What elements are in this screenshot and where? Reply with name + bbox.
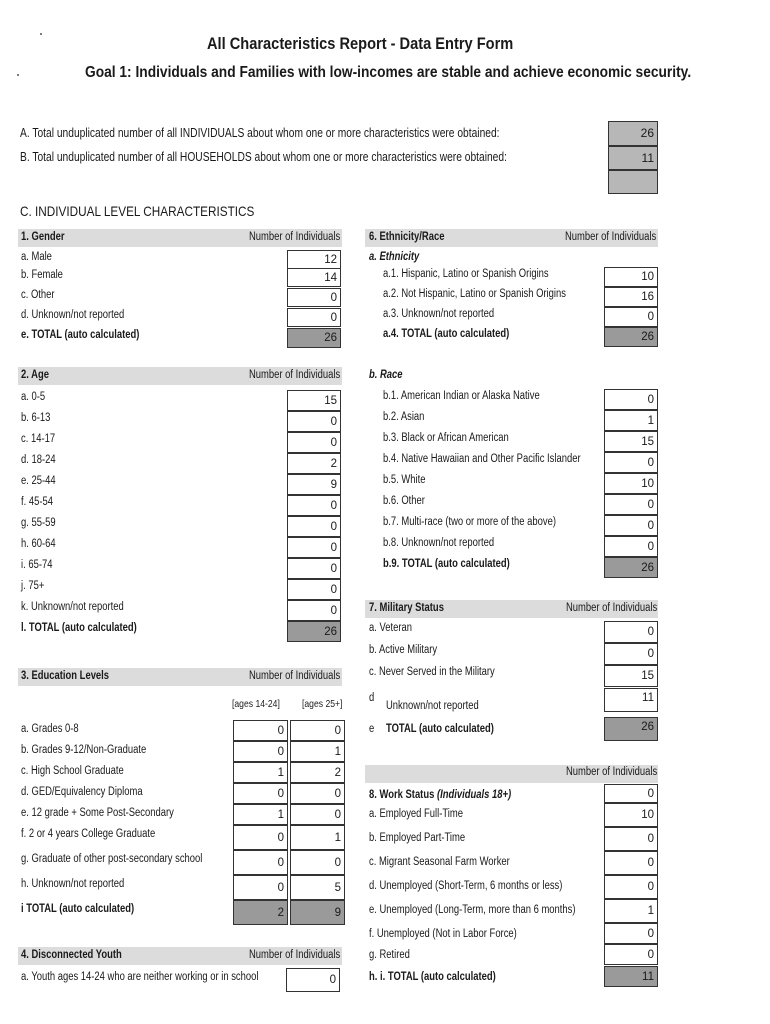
military-e-label: TOTAL (auto calculated): [386, 723, 494, 735]
summary-blank-field: [608, 170, 658, 194]
education-age14-24-field[interactable]: 0: [233, 741, 288, 762]
age-row-label: h. 60-64: [21, 538, 56, 550]
work-row-label: g. Retired: [369, 949, 410, 961]
race-row-label: b.6. Other: [383, 495, 425, 507]
work-header-field[interactable]: 0: [604, 784, 658, 803]
education-row-label: h. Unknown/not reported: [21, 878, 125, 890]
disconnected-col-header: Number of Individuals: [249, 949, 341, 961]
military-title: 7. Military Status: [369, 602, 444, 614]
race-row-label: b.3. Black or African American: [383, 432, 509, 444]
race-sub-b: b. Race: [369, 369, 403, 381]
work-title: [369, 789, 511, 801]
education-age14-24-field[interactable]: 1: [233, 804, 288, 825]
education-row-label: d. GED/Equivalency Diploma: [21, 786, 143, 798]
gender-row-label: e. TOTAL (auto calculated): [21, 329, 140, 341]
work-row-field[interactable]: 0: [604, 875, 658, 899]
race-row-label: b.5. White: [383, 474, 426, 486]
education-col-header: Number of Individuals: [249, 670, 341, 682]
ethnicity-row-field[interactable]: 0: [604, 307, 658, 327]
education-age14-24-field[interactable]: 0: [233, 850, 288, 875]
gender-row-label: c. Other: [21, 289, 55, 301]
work-row-field[interactable]: 0: [604, 851, 658, 875]
age-row-label: d. 18-24: [21, 454, 56, 466]
work-row-label: h. i. TOTAL (auto calculated): [369, 971, 496, 983]
summary-b-label: B. Total unduplicated number of all HOUSEHOLDS about whom one or more characteristics were obtained:: [20, 150, 507, 164]
work-row-label: e. Unemployed (Long-Term, more than 6 months): [369, 904, 576, 916]
summary-a-label: A. Total unduplicated number of all INDIVIDUALS about whom one or more characteristics were obtained:: [20, 126, 500, 140]
work-title-text: 8. Work Status: [369, 789, 435, 801]
education-row-label: a. Grades 0-8: [21, 723, 79, 735]
education-age25plus-field[interactable]: 5: [290, 875, 345, 900]
gender-row-label: d. Unknown/not reported: [21, 309, 125, 321]
gender-row-field[interactable]: 12: [287, 250, 341, 269]
education-age25plus-field: 9: [290, 900, 345, 925]
education-row-label: c. High School Graduate: [21, 765, 124, 777]
education-age25plus-field[interactable]: 1: [290, 741, 345, 762]
age-row-label: e. 25-44: [21, 475, 56, 487]
military-d-label: Unknown/not reported: [386, 700, 479, 712]
education-sub-header-1: [ages 14-24]: [232, 698, 280, 710]
work-row-field: 11: [604, 966, 658, 987]
education-row-label: b. Grades 9-12/Non-Graduate: [21, 744, 147, 756]
education-age25plus-field[interactable]: 2: [290, 762, 345, 783]
age-row-field[interactable]: 15: [287, 390, 341, 411]
education-title: 3. Education Levels: [21, 670, 110, 682]
age-title: 2. Age: [21, 369, 49, 381]
work-row-label: b. Employed Part-Time: [369, 832, 466, 844]
education-age14-24-field[interactable]: 0: [233, 720, 288, 741]
gender-row-label: b. Female: [21, 269, 63, 281]
race-row-field[interactable]: 15: [604, 431, 658, 452]
military-row-label: c. Never Served in the Military: [369, 666, 495, 678]
work-row-label: a. Employed Full-Time: [369, 808, 463, 820]
age-row-field[interactable]: 0: [287, 579, 341, 600]
ethnicity-sub-a: a. Ethnicity: [369, 251, 420, 263]
age-row-label: c. 14-17: [21, 433, 56, 445]
race-row-label: b.9. TOTAL (auto calculated): [383, 558, 510, 570]
scan-speck: [17, 74, 19, 76]
age-row-field[interactable]: 0: [287, 600, 341, 621]
age-row-label: b. 6-13: [21, 412, 51, 424]
age-row-field[interactable]: 0: [287, 516, 341, 537]
education-row-label: e. 12 grade + Some Post-Secondary: [21, 807, 174, 819]
race-row-label: b.8. Unknown/not reported: [383, 537, 495, 549]
gender-row-field[interactable]: 0: [287, 288, 341, 307]
ethnicity-row-label: a.3. Unknown/not reported: [383, 308, 495, 320]
race-row-field[interactable]: 10: [604, 473, 658, 494]
gender-row-field[interactable]: 0: [287, 308, 341, 327]
gender-row-field[interactable]: 14: [287, 268, 341, 287]
education-age14-24-field[interactable]: 0: [233, 875, 288, 900]
race-row-field[interactable]: 1: [604, 410, 658, 431]
race-row-label: b.7. Multi-race (two or more of the above): [383, 516, 556, 528]
age-row-field[interactable]: 9: [287, 474, 341, 495]
military-row-label: b. Active Military: [369, 644, 438, 656]
education-age14-24-field[interactable]: 0: [233, 825, 288, 850]
work-row-field[interactable]: 1: [604, 899, 658, 923]
race-row-field[interactable]: 0: [604, 515, 658, 536]
education-age25plus-field[interactable]: 1: [290, 825, 345, 850]
military-e-field: 26: [604, 717, 658, 741]
scan-speck: [40, 33, 42, 35]
work-col-header: Number of Individuals: [566, 766, 658, 778]
summary-a-field[interactable]: 26: [608, 121, 658, 146]
work-row-label: c. Migrant Seasonal Farm Worker: [369, 856, 510, 868]
race-row-field: 26: [604, 557, 658, 578]
age-row-label: g. 55-59: [21, 517, 56, 529]
military-row-field[interactable]: 15: [604, 665, 658, 687]
gender-row-field: 26: [287, 328, 341, 348]
education-age14-24-field: 2: [233, 900, 288, 925]
education-age14-24-field[interactable]: 1: [233, 762, 288, 783]
age-row-field[interactable]: 2: [287, 453, 341, 474]
gender-title: 1. Gender: [21, 231, 65, 243]
ethnicity-row-label: a.4. TOTAL (auto calculated): [383, 328, 510, 340]
disconnected-field[interactable]: 0: [286, 968, 340, 992]
age-row-field: 26: [287, 621, 341, 642]
military-d-letter: d: [369, 692, 375, 704]
age-row-label: f. 45-54: [21, 496, 53, 508]
age-row-label: a. 0-5: [21, 391, 46, 403]
age-row-label: l. TOTAL (auto calculated): [21, 622, 137, 634]
education-age25plus-field[interactable]: 0: [290, 804, 345, 825]
military-e-letter: e: [369, 723, 375, 735]
education-sub-header-2: [ages 25+]: [302, 698, 343, 710]
age-row-label: k. Unknown/not reported: [21, 601, 124, 613]
work-row-field[interactable]: 10: [604, 803, 658, 827]
work-row-label: f. Unemployed (Not in Labor Force): [369, 928, 517, 940]
ethnicity-title: 6. Ethnicity/Race: [369, 231, 445, 243]
gender-row-label: a. Male: [21, 251, 52, 263]
work-title-qualifier: (Individuals 18+): [436, 789, 512, 801]
disconnected-row-label: a. Youth ages 14-24 who are neither working or in school: [21, 971, 259, 983]
age-row-field[interactable]: 0: [287, 432, 341, 453]
education-row-label: g. Graduate of other post-secondary school: [21, 853, 203, 865]
race-row-label: b.4. Native Hawaiian and Other Pacific Islander: [383, 453, 581, 465]
education-row-label: i TOTAL (auto calculated): [21, 903, 135, 915]
age-row-field[interactable]: 0: [287, 495, 341, 516]
education-age25plus-field[interactable]: 0: [290, 720, 345, 741]
military-row-field[interactable]: 0: [604, 621, 658, 643]
age-row-label: i. 65-74: [21, 559, 53, 571]
ethnicity-row-label: a.2. Not Hispanic, Latino or Spanish Origins: [383, 288, 566, 300]
education-age25plus-field[interactable]: 0: [290, 783, 345, 804]
age-row-label: j. 75+: [21, 580, 45, 592]
age-row-field[interactable]: 0: [287, 558, 341, 579]
disconnected-title: 4. Disconnected Youth: [21, 949, 122, 961]
ethnicity-row-field: 26: [604, 327, 658, 347]
race-row-label: b.1. American Indian or Alaska Native: [383, 390, 540, 402]
age-row-field[interactable]: 0: [287, 411, 341, 432]
race-row-field[interactable]: 0: [604, 452, 658, 473]
race-row-field[interactable]: 0: [604, 389, 658, 410]
race-row-field[interactable]: 0: [604, 536, 658, 557]
race-row-label: b.2. Asian: [383, 411, 425, 423]
military-d-field[interactable]: 11: [604, 688, 658, 712]
ethnicity-row-field[interactable]: 16: [604, 287, 658, 307]
education-age14-24-field[interactable]: 0: [233, 783, 288, 804]
work-row-field[interactable]: 0: [604, 827, 658, 851]
section-c-heading: C. INDIVIDUAL LEVEL CHARACTERISTICS: [20, 203, 255, 219]
race-row-field[interactable]: 0: [604, 494, 658, 515]
military-col-header: Number of Individuals: [566, 602, 658, 614]
education-row-label: f. 2 or 4 years College Graduate: [21, 828, 156, 840]
age-col-header: Number of Individuals: [249, 369, 341, 381]
work-row-field[interactable]: 0: [604, 944, 658, 965]
military-row-label: a. Veteran: [369, 622, 412, 634]
ethnicity-col-header: Number of Individuals: [565, 231, 657, 243]
goal-heading: Goal 1: Individuals and Families with low-incomes are stable and achieve economic security.: [85, 64, 692, 81]
education-age25plus-field[interactable]: 0: [290, 850, 345, 875]
work-row-label: d. Unemployed (Short-Term, 6 months or less): [369, 880, 563, 892]
work-row-field[interactable]: 0: [604, 923, 658, 944]
gender-col-header: Number of Individuals: [249, 231, 341, 243]
age-row-field[interactable]: 0: [287, 537, 341, 558]
ethnicity-row-label: a.1. Hispanic, Latino or Spanish Origins: [383, 268, 549, 280]
ethnicity-row-field[interactable]: 10: [604, 267, 658, 287]
military-row-field[interactable]: 0: [604, 643, 658, 665]
page-title: All Characteristics Report - Data Entry Form: [207, 34, 514, 53]
summary-b-field[interactable]: 11: [608, 146, 658, 170]
